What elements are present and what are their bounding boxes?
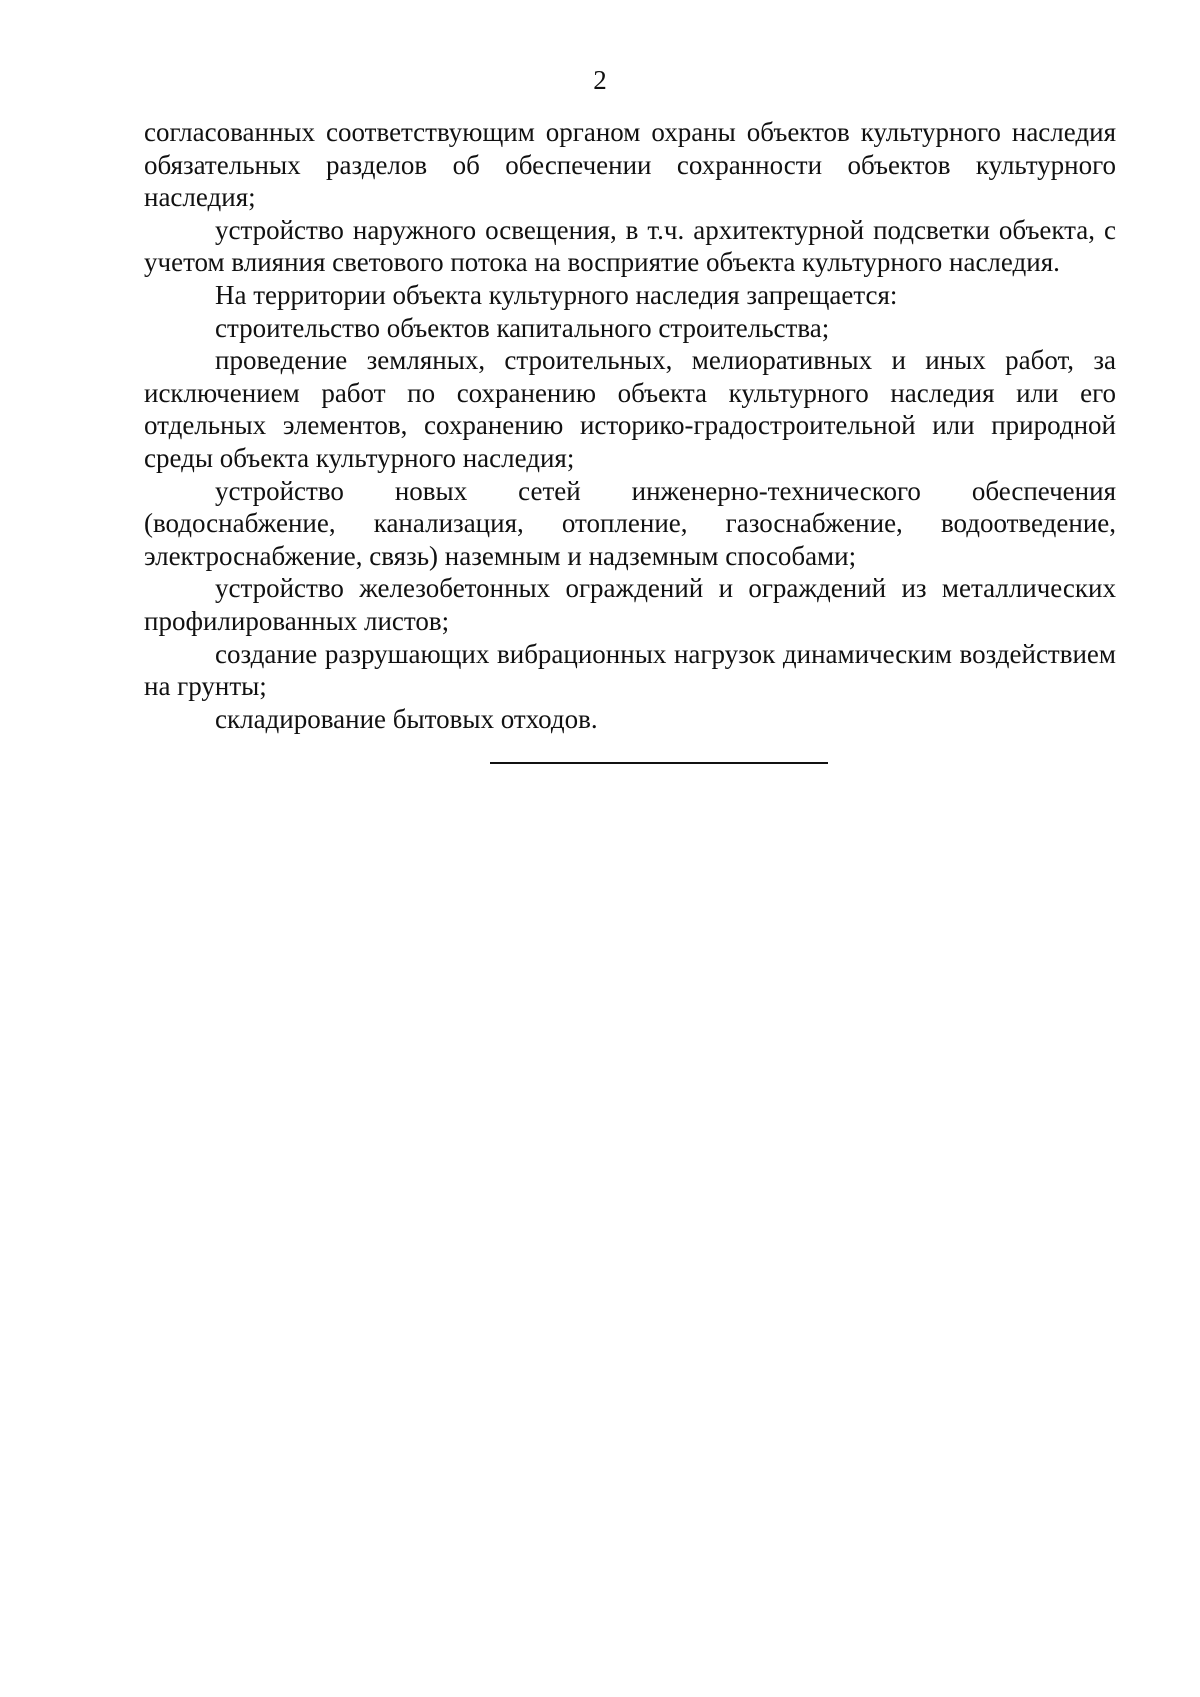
paragraph-outdoor-lighting: устройство наружного освещения, в т.ч. архитектурной подсветки объекта, с учетом влияния светового потока на восприятие объекта культурного наследия. bbox=[144, 214, 1116, 278]
paragraph-waste-storage: складирование бытовых отходов. bbox=[215, 703, 598, 734]
paragraph-prohibitions-heading: На территории объекта культурного наследия запрещается: bbox=[215, 279, 898, 310]
paragraph-vibration-loads: создание разрушающих вибрационных нагрузок динамическим воздействием на грунты; bbox=[144, 638, 1116, 702]
paragraph-capital-construction: строительство объектов капитального строительства; bbox=[215, 312, 830, 343]
paragraph-utility-networks: устройство новых сетей инженерно-технического обеспечения (водоснабжение, канализация, отопление, газоснабжение, водоотведение, электроснабжение, связь) наземным и надземным способами; bbox=[144, 475, 1116, 571]
document-body bbox=[144, 116, 1116, 735]
paragraph-fences: устройство железобетонных ограждений и ограждений из металлических профилированных листов; bbox=[144, 573, 1116, 636]
paragraph-earthworks: проведение земляных, строительных, мелиоративных и иных работ, за исключением работ по сохранению объекта культурного наследия или его отдельных элементов, сохранению историко-градостроительной или природной среды объекта культурного наследия; bbox=[144, 345, 1116, 473]
page-number: 2 bbox=[593, 65, 607, 95]
paragraph-continuation: согласованных соответствующим органом охраны объектов культурного наследия обязательных разделов об обеспечении сохранности объектов культурного наследия; bbox=[144, 117, 1116, 213]
end-of-document-rule bbox=[490, 762, 828, 764]
